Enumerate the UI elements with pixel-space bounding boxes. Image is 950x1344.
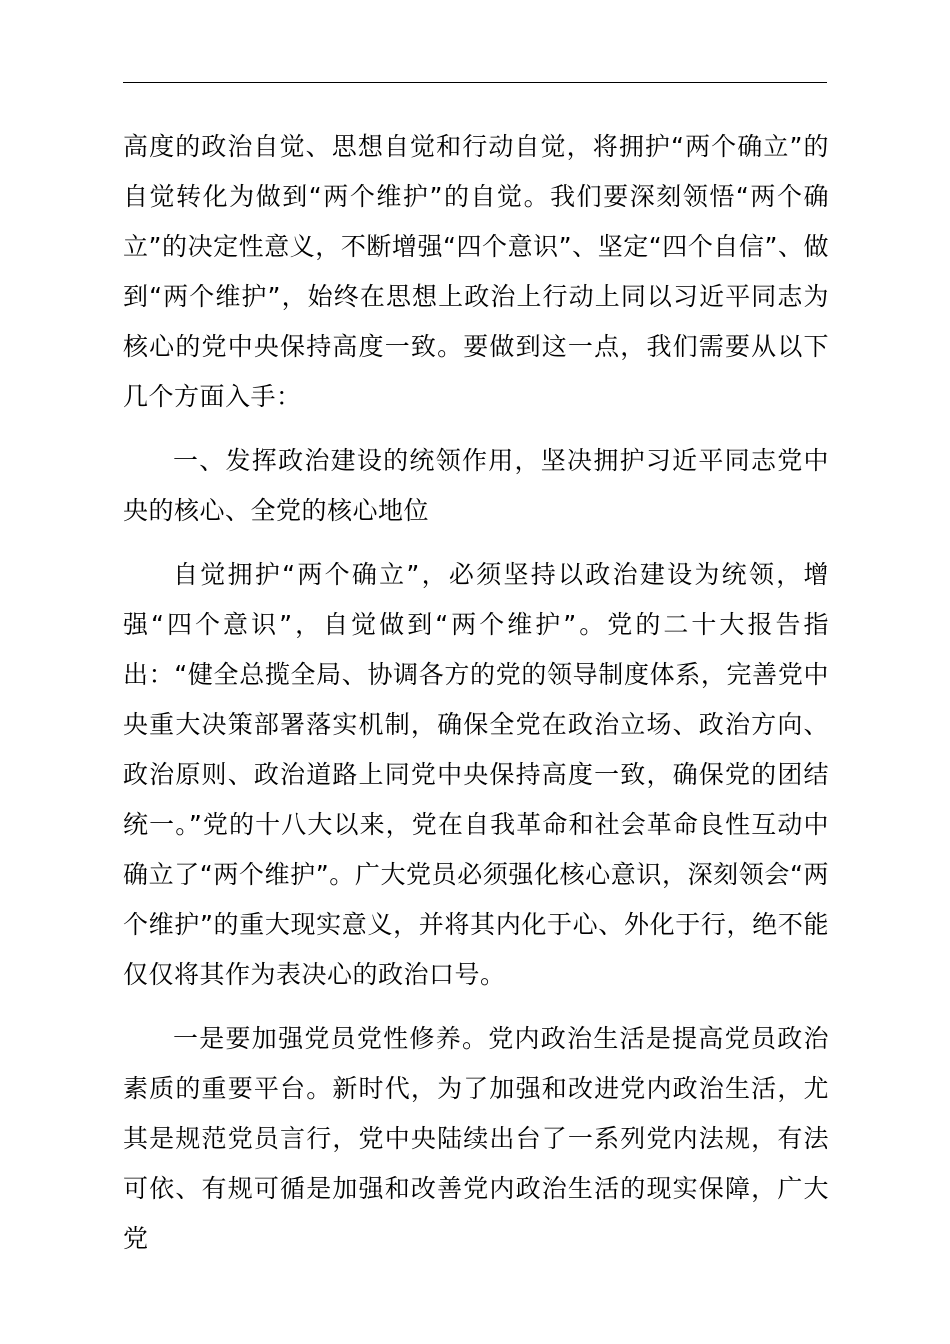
section-heading-1: 一、发挥政治建设的统领作用，坚决拥护习近平同志党中央的核心、全党的核心地位 <box>123 446 829 525</box>
paragraph-party-spirit: 一是要加强党员党性修养。党内政治生活是提高党员政治素质的重要平台。新时代，为了加强和改进党内政治生活，尤其是规范党员言行，党中央陆续出台了一系列党内法规，有法可依、有规可循是加强和改善党内政治生活的现实保障，广大党 <box>123 1024 829 1253</box>
paragraph-two-maintenance: 自觉拥护“两个确立”，必须坚持以政治建设为统领，增强“四个意识”，自觉做到“两个维护”。党的二十大报告指出：“健全总揽全局、协调各方的党的领导制度体系，完善党中央重大决策部署落实机制，确保全党在政治立场、政治方向、政治原则、政治道路上同党中央保持高度一致，确保党的团结统一。”党的十八大以来，党在自我革命和社会革命良性互动中确立了“两个维护”。广大党员必须强化核心意识，深刻领会“两个维护”的重大现实意义，并将其内化于心、外化于行，绝不能仅仅将其作为表决心的政治口号。 <box>123 560 829 989</box>
document-body <box>123 122 829 1264</box>
paragraph-intro: 高度的政治自觉、思想自觉和行动自觉，将拥护“两个确立”的自觉转化为做到“两个维护”的自觉。我们要深刻领悟“两个确立”的决定性意义，不断增强“四个意识”、坚定“四个自信”、做到“两个维护”，始终在思想上政治上行动上同以习近平同志为核心的党中央保持高度一致。要做到这一点，我们需要从以下几个方面入手： <box>123 132 829 411</box>
header-rule <box>123 82 827 83</box>
